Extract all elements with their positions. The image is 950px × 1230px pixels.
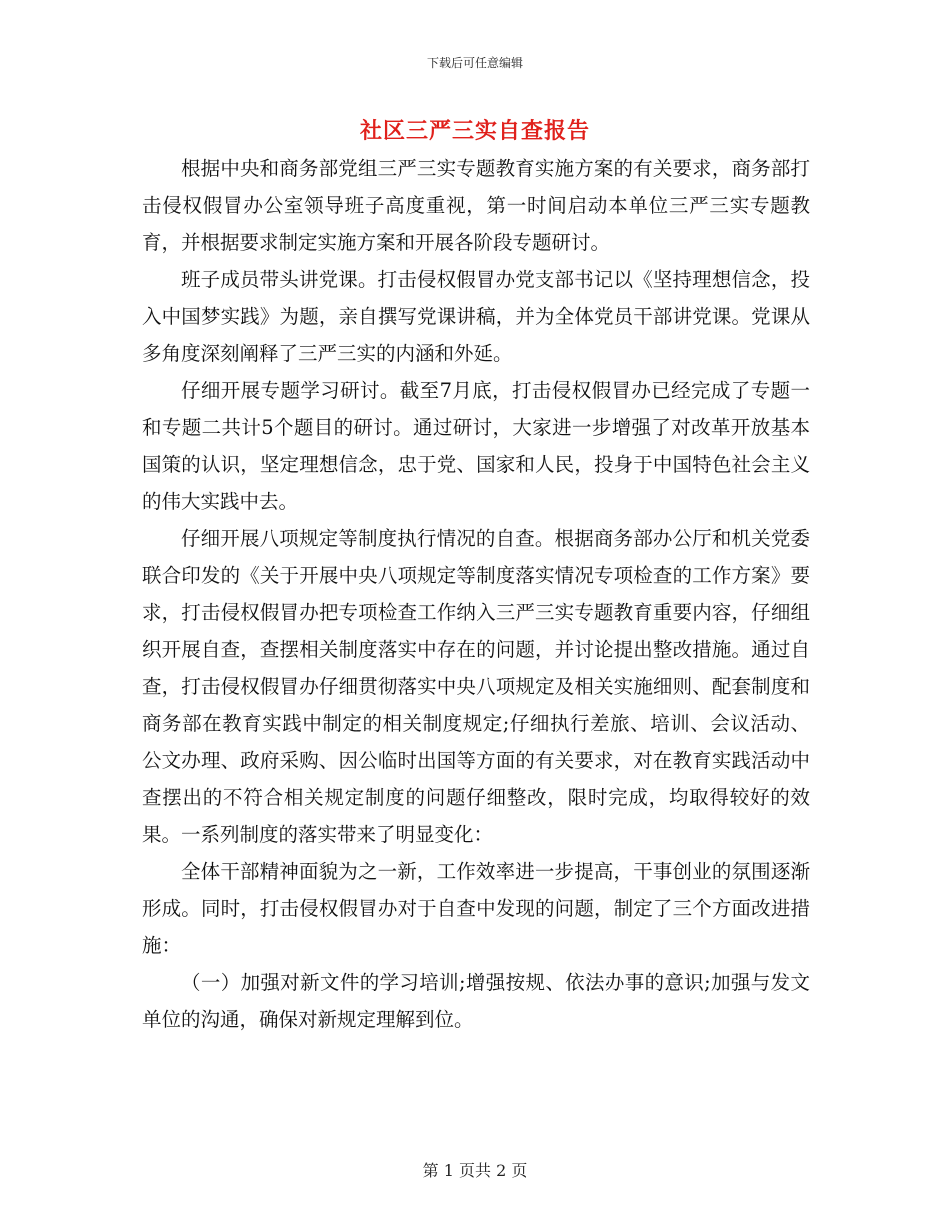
document-title: 社区三严三实自查报告: [359, 118, 590, 144]
paragraph-self-inspection: 仔细开展八项规定等制度执行情况的自查。根据商务部办公厅和机关党委联合印发的《关于开展中央八项规定等制度落实情况专项检查的工作方案》要求，打击侵权假冒办把专项检查工作纳入三严三实专题教育重要内容，仔细组织开展自查，查摆相关制度落实中存在的问题，并讨论提出整改措施。通过自查，打击侵权假冒办仔细贯彻落实中央八项规定及相关实施细则、配套制度和商务部在教育实践中制定的相关制度规定;仔细执行差旅、培训、会议活动、公文办理、政府采购、因公临时出国等方面的有关要求，对在教育实践活动中查摆出的不符合相关规定制度的问题仔细整改，限时完成，均取得较好的效果。一系列制度的落实带来了明显变化：: [142, 527, 810, 846]
page-number: 第 1 页共 2 页: [422, 1161, 528, 1180]
paragraph-measure-one: （一）加强对新文件的学习培训;增强按规、依法办事的意识;加强与发文单位的沟通，确保对新规定理解到位。: [142, 971, 810, 1031]
paragraph-study-seminar: 仔细开展专题学习研讨。截至7月底，打击侵权假冒办已经完成了专题一和专题二共计5个题目的研讨。通过研讨，大家进一步增强了对改革开放基本国策的认识，坚定理想信念，忠于党、国家和人民，投身于中国特色社会主义的伟大实践中去。: [142, 379, 810, 513]
paragraph-party-lecture: 班子成员带头讲党课。打击侵权假冒办党支部书记以《坚持理想信念，投入中国梦实践》为题，亲自撰写党课讲稿，并为全体党员干部讲党课。党课从多角度深刻阐释了三严三实的内涵和外延。: [142, 268, 810, 365]
header-note: 下载后可任意编辑: [426, 56, 523, 70]
document-body: [142, 150, 810, 1038]
paragraph-intro: 根据中央和商务部党组三严三实专题教育实施方案的有关要求，商务部打击侵权假冒办公室领导班子高度重视，第一时间启动本单位三严三实专题教育，并根据要求制定实施方案和开展各阶段专题研讨。: [142, 157, 810, 254]
paragraph-outcomes: 全体干部精神面貌为之一新，工作效率进一步提高，干事创业的氛围逐渐形成。同时，打击侵权假冒办对于自查中发现的问题，制定了三个方面改进措施：: [142, 860, 810, 957]
